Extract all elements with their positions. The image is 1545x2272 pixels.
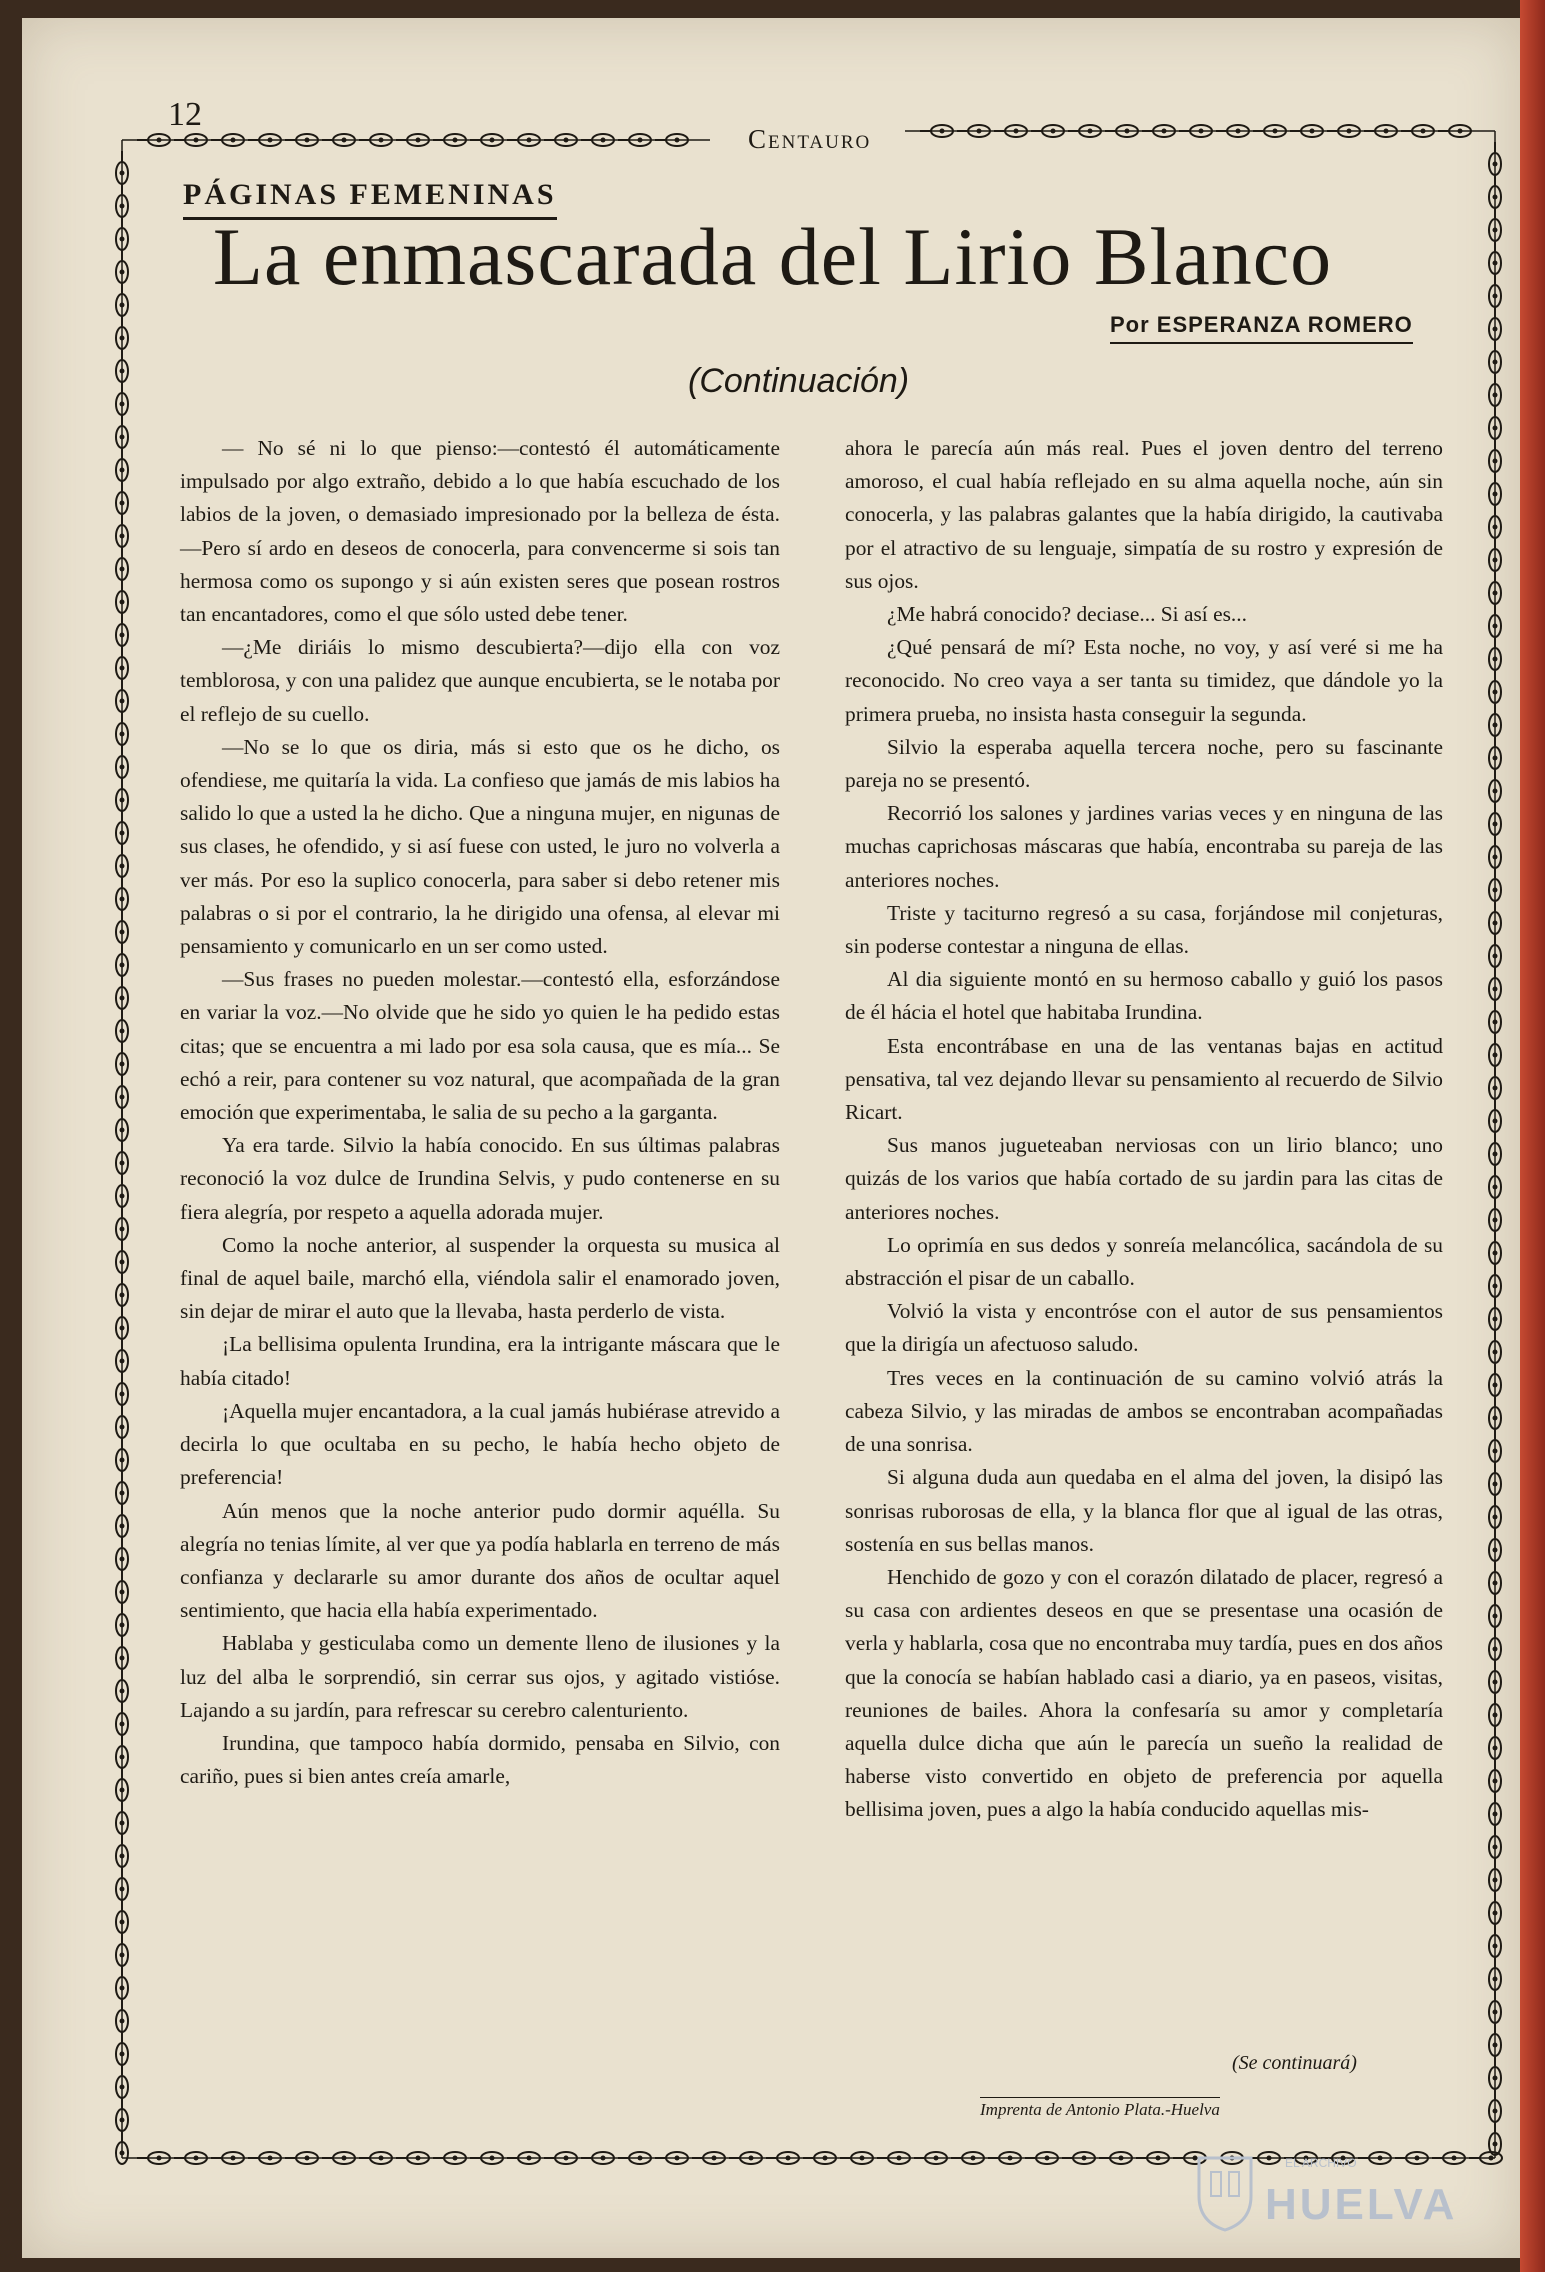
paragraph: Recorrió los salones y jardines varias veces y en ninguna de las muchas caprichosas máscaras que había, encontraba su pareja de las anteriores noches. bbox=[845, 801, 1443, 892]
border-top-left bbox=[122, 134, 710, 146]
article-title: La enmascarada del Lirio Blanco bbox=[212, 211, 1333, 302]
paragraph: Sus manos jugueteaban nerviosas con un lirio blanco; uno quizás de los varios que había cortado de su jardin para las citas de anteriores noches. bbox=[845, 1133, 1443, 1224]
paragraph: Esta encontrábase en una de las ventanas bajas en actitud pensativa, tal vez dejando llevar su pensamiento al recuerdo de Silvio Ricart. bbox=[845, 1033, 1443, 1125]
paragraph: Aún menos que la noche anterior pudo dormir aquélla. Su alegría no tenias límite, al ver que ya podía hablarla en terreno de más confianza y declararle su amor durante dos años de ocultar aquel sentimiento, que hacia ella había experimentado. bbox=[180, 1498, 780, 1623]
paragraph: Si alguna duda aun quedaba en el alma del joven, la disipó las sonrisas ruborosas de ella, y la blanca flor que al igual de las otras, sostenía en sus bellas manos. bbox=[845, 1465, 1443, 1556]
article-byline: Por ESPERANZA ROMERO bbox=[1110, 312, 1413, 344]
right-column bbox=[845, 432, 1443, 1827]
left-column bbox=[180, 432, 780, 1793]
paragraph: —¿Me diriáis lo mismo descubierta?—dijo ella con voz temblorosa, y con una palidez que aunque encubierta, se le notaba por el reflejo de su cuello. bbox=[180, 635, 780, 726]
paragraph: Irundina, que tampoco había dormido, pensaba en Silvio, con cariño, pues si bien antes creía amarle, bbox=[180, 1730, 780, 1789]
paragraph: Triste y taciturno regresó a su casa, forjándose mil conjeturas, sin poderse contestar a ninguna de ellas. bbox=[845, 900, 1443, 959]
paragraph: Hablaba y gesticulaba como un demente lleno de ilusiones y la luz del alba le sorprendió, sin cerrar sus ojos, y agitado vistióse. Lajando a su jardín, para refrescar su cerebro calenturiento. bbox=[180, 1631, 780, 1722]
paragraph: Ya era tarde. Silvio la había conocido. En sus últimas palabras reconoció la voz dulce de Irundina Selvis, y pudo contenerse en su fiera alegría, por respeto a aquella adorada mujer. bbox=[180, 1133, 780, 1224]
to-be-continued: (Se continuará) bbox=[1232, 2052, 1357, 2074]
paragraph: ¿Qué pensará de mí? Esta noche, no voy, y así veré si me ha reconocido. No creo vaya a ser tanta su timidez, que dándole yo la primera prueba, no insista hasta conseguir la segunda. bbox=[845, 635, 1443, 726]
paragraph: — No sé ni lo que pienso:—contestó él automáticamente impulsado por algo extraño, debido a lo que había escuchado de los labios de la joven, o demasiado impresionado por la belleza de ésta.—Pero sí ardo en deseos de conocerla, para convencerme si sois tan hermosa como os supongo y si aún existen seres que posean rostros tan encantadores, como el que sólo usted debe tener. bbox=[180, 436, 780, 627]
paragraph: ¡La bellisima opulenta Irundina, era la intrigante máscara que le había citado! bbox=[180, 1332, 780, 1390]
continuation-label: (Continuación) bbox=[688, 362, 910, 400]
shield-icon bbox=[1195, 2152, 1255, 2232]
paragraph: ahora le parecía aún más real. Pues el joven dentro del terreno amoroso, el cual había reflejado en su alma aquella noche, aún sin conocerla, y las palabras galantes que la había dirigido, la cautivaba por el atractivo de su lenguaje, simpatía de su rostro y expresión de sus ojos. bbox=[845, 436, 1443, 593]
paragraph: Silvio la esperaba aquella tercera noche, pero su fascinante pareja no se presentó. bbox=[845, 734, 1443, 793]
paragraph: ¡Aquella mujer encantadora, a la cual jamás hubiérase atrevido a decirla lo que ocultaba en su pecho, le había hecho objeto de preferencia! bbox=[180, 1398, 780, 1490]
paragraph: Al dia siguiente montó en su hermoso caballo y guió los pasos de él hácia el hotel que habitaba Irundina. bbox=[845, 967, 1443, 1025]
watermark-large-text: HUELVA bbox=[1265, 2180, 1458, 2229]
paragraph: Henchido de gozo y con el corazón dilatado de placer, regresó a su casa con ardientes deseos en que se presentase una ocasión de verla y hablarla, cosa que no encontraba muy tardía, pues en dos años que la conocía se habían hablado casi a diario, ya en paseos, visitas, reuniones de bailes. Ahora la confesaría su amor y completaría aquella dulce dicha que aún le parecía un sueño la realidad de haberse visto convertido en objeto de preferencia por aquella bellisima joven, pues a algo la había conducido aquellas mis- bbox=[845, 1564, 1443, 1822]
paragraph: —Sus frases no pueden molestar.—contestó ella, esforzándose en variar la voz.—No olvide que he sido yo quien le ha pedido estas citas; que se encuentra a mi lado por esa sola causa, que es mía... Se echó a reir, para contener su voz natural, que acompañada de la gran emoción que experimentaba, le salia de su pecho a la garganta. bbox=[180, 967, 780, 1125]
paragraph: Lo oprimía en sus dedos y sonreía melancólica, sacándola de su abstracción el pisar de un caballo. bbox=[845, 1232, 1443, 1291]
watermark-small-text: EL ARCHIVO bbox=[1285, 2156, 1357, 2170]
page-number: 12 bbox=[168, 96, 202, 133]
border-top-right bbox=[905, 125, 1495, 137]
archive-watermark bbox=[1195, 2150, 1465, 2240]
paragraph: Como la noche anterior, al suspender la orquesta su musica al final de aquel baile, marchó ella, viéndola salir el enamorado joven, sin dejar de mirar el auto que la llevaba, hasta perderlo de vista. bbox=[180, 1232, 780, 1324]
border-right bbox=[1489, 131, 1501, 2158]
printer-credit: Imprenta de Antonio Plata.-Huelva bbox=[980, 2097, 1220, 2120]
paragraph: Tres veces en la continuación de su camino volvió atrás la cabeza Silvio, y las miradas de ambos se encontraban acompañadas de una sonrisa. bbox=[845, 1365, 1443, 1457]
magazine-title: Centauro bbox=[748, 124, 872, 154]
section-label: PÁGINAS FEMENINAS bbox=[183, 178, 557, 220]
paragraph: —No se lo que os diria, más si esto que os he dicho, os ofendiese, me quitaría la vida. La confieso que jamás de mis labios ha salido lo que a usted la he dicho. Que a ninguna mujer, en nigunas de sus clases, he ofendido, y si así fuese con usted, le juro no volverla a ver más. Por eso la suplico conocerla, para saber si debo retener mis palabras o si por el contrario, la he dirigido una ofensa, al elevar mi pensamiento y comunicarlo en un ser como usted. bbox=[180, 734, 780, 959]
paragraph: ¿Me habrá conocido? deciase... Si así es... bbox=[887, 602, 1247, 627]
border-left bbox=[116, 140, 128, 2164]
paragraph: Volvió la vista y encontróse con el autor de sus pensamientos que la dirigía un afectuoso saludo. bbox=[845, 1299, 1443, 1357]
